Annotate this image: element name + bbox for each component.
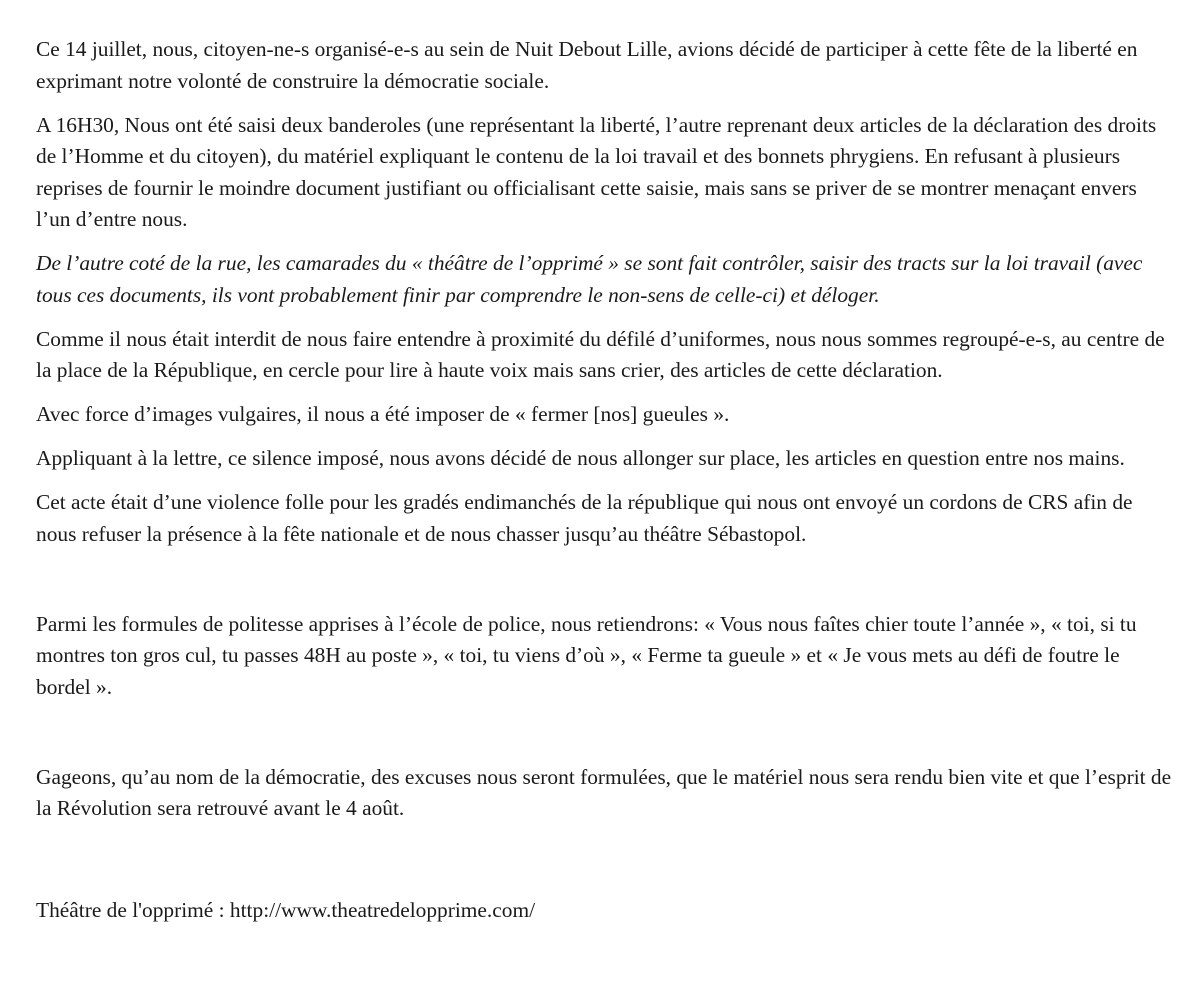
paragraph-vulgar-images: Avec force d’images vulgaires, il nous a été imposer de « fermer [nos] gueules ».: [36, 402, 730, 426]
paragraph-theatre-opprime: De l’autre coté de la rue, les camarades du « théâtre de l’opprimé » se sont fait contrôler, saisir des tracts sur la loi travail (avec tous ces documents, ils vont probablement finir par comprendre le non-sens de celle-ci) et déloger.: [36, 251, 1143, 307]
theatre-link-line: Théâtre de l'opprimé : http://www.theatredelopprime.com/: [36, 898, 536, 922]
paragraph-conclusion: Gageons, qu’au nom de la démocratie, des excuses nous seront formulées, que le matériel nous sera rendu bien vite et que l’esprit de la Révolution sera retrouvé avant le 4 août.: [36, 764, 1172, 820]
paragraph-seizure: A 16H30, Nous ont été saisi deux banderoles (une représentant la liberté, l’autre reprenant deux articles de la déclaration des droits de l’Homme et du citoyen), du matériel expliquant le contenu de la loi travail et des bonnets phrygiens. En refusant à plusieurs reprises de fournir le moindre document justifiant ou officialisant cette saisie, mais sans se priver de se montrer menaçant envers l’un d’entre nous.: [36, 112, 1157, 231]
paragraph-regroup: Comme il nous était interdit de nous faire entendre à proximité du défilé d’uniformes, nous nous sommes regroupé-e-s, au centre de la place de la République, en cercle pour lire à haute voix mais sans crier, des articles de cette déclaration.: [36, 326, 1165, 382]
paragraph-lie-down: Appliquant à la lettre, ce silence imposé, nous avons décidé de nous allonger sur place, les articles en question entre nos mains.: [36, 446, 1125, 470]
document-body: [36, 34, 1172, 939]
paragraph-crs: Cet acte était d’une violence folle pour les gradés endimanchés de la république qui nous ont envoyé un cordons de CRS afin de nous refuser la présence à la fête nationale et de nous chasser jusqu’au théâtre Sébastopol.: [36, 490, 1133, 546]
paragraph-intro: Ce 14 juillet, nous, citoyen-ne-s organisé-e-s au sein de Nuit Debout Lille, avions décidé de participer à cette fête de la liberté en exprimant notre volonté de construire la démocratie sociale.: [36, 37, 1138, 93]
spacer: [36, 716, 1172, 762]
spacer: [36, 563, 1172, 609]
paragraph-police-quotes: Parmi les formules de politesse apprises à l’école de police, nous retiendrons: « Vous nous faîtes chier toute l’année », « toi, si tu montres ton gros cul, tu passes 48H au poste », « toi, tu viens d’où », « Ferme ta gueule » et « Je vous mets au défi de foutre le bordel ».: [36, 611, 1137, 699]
spacer: [36, 837, 1172, 895]
